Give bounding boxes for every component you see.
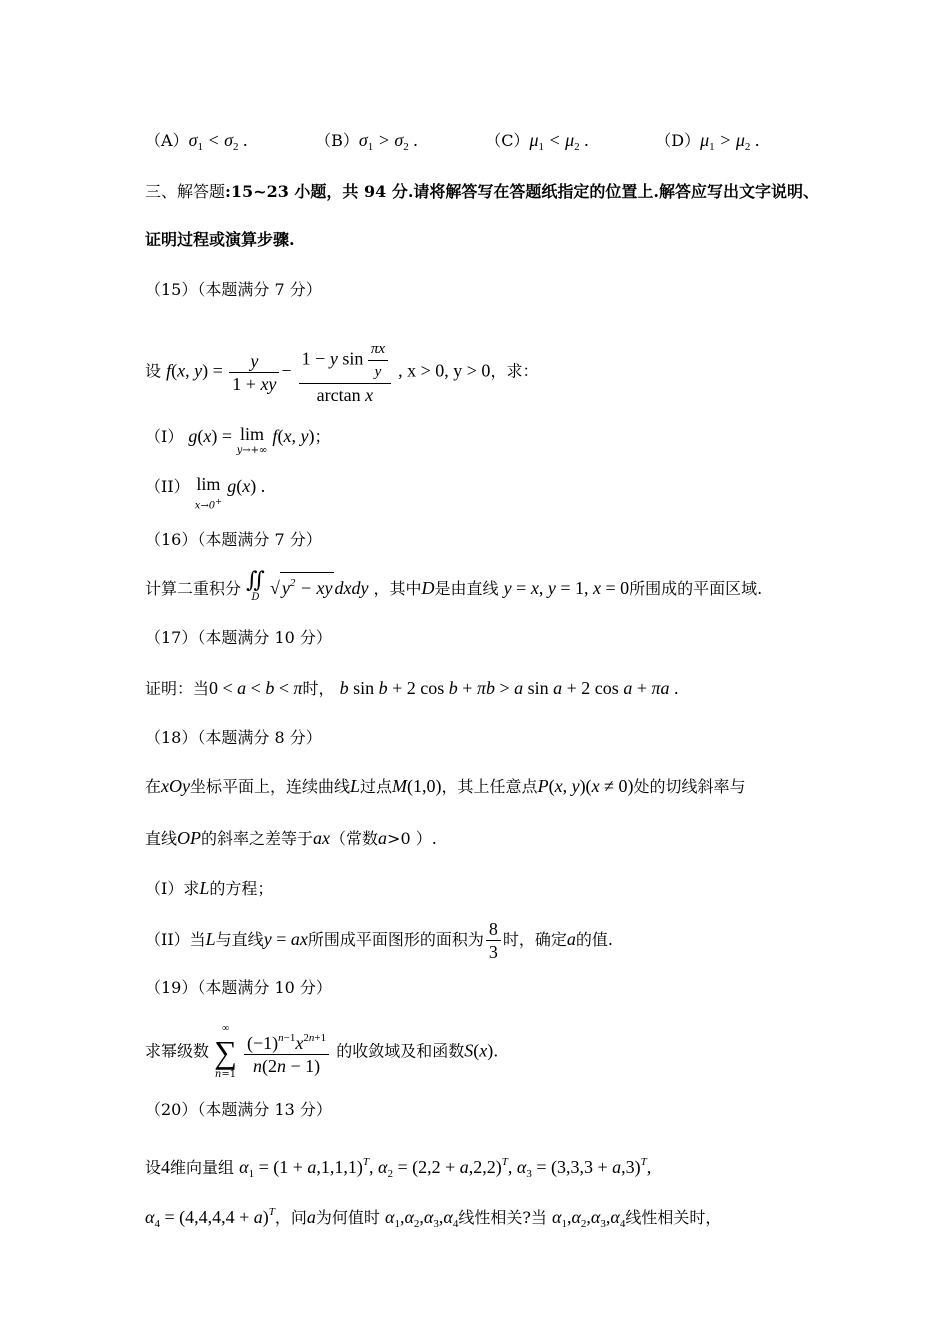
q18-line1: 在xOy坐标平面上，连续曲线L过点M(1,0)，其上任意点P(x, y)(x ≠ 0)处的切线斜率与 <box>145 776 746 796</box>
q18-line2: 直线OP的斜率之差等于ax（常数a>0 ）. <box>145 828 437 848</box>
section-header-line2: 证明过程或演算步骤. <box>145 230 295 249</box>
q20-line2: $\alpha_4 = (4,4,4,4 + a)^T$，问a为何值时 $\alpha_1,\alpha_2,\alpha_3,\alpha_4$线性相关?当 $\alpha_1,\alpha_2,\alpha_3,\alpha_4$线性相关时， <box>145 1206 722 1230</box>
section-header: 三、解答题:15~23 小题，共 94 分.请将解答写在答题纸指定的位置上.解答应写出文字说明、 <box>145 182 819 201</box>
q17-statement: 证明：当0 < a < b < π时， b sin b + 2 cos b + πb > a sin a + 2 cos a + πa . <box>145 678 679 698</box>
q16-statement: 计算二重积分 ∬ D √ $y^2$ − xy dxdy ，其中D是由直线 y = x, y = 1, x = 0所围成的平面区域. <box>145 567 763 603</box>
choice-c: $(C)\mu_1 < \mu_2$ . <box>485 130 589 153</box>
q15-header: （15）（本题满分 7 分） <box>145 280 322 299</box>
q18-header: （18）（本题满分 8 分） <box>145 728 322 747</box>
q19-header: （19）（本题满分 10 分） <box>145 978 332 997</box>
q18-part2: （II）当L与直线y = ax所围成平面图形的面积为 $\frac{8}{3}$ 时，确定a的值. <box>145 919 613 962</box>
q16-header: （16）（本题满分 7 分） <box>145 530 322 549</box>
q19-statement: 求幂级数 ∞ ∑ n=1 $\frac{(-1)^{n-1}x^{2n+1}}{n(2n - 1)}$ 的收敛域及和函数S(x). <box>145 1023 499 1080</box>
choice-a: $(A)\sigma_1 < \sigma_2$ . <box>145 130 248 153</box>
q15-part1: （I） g(x) = lim y→+∞ f(x, y)； <box>145 424 331 456</box>
q20-header: （20）（本题满分 13 分） <box>145 1100 332 1119</box>
q20-line1: 设4维向量组 $\alpha_1 = (1 + a,1,1,1)^T$, $\alpha_2 = (2,2 + a,2,2)^T$, $\alpha_3 = (3,3,3 + a,3)^T$, <box>145 1156 652 1180</box>
q17-header: （17）（本题满分 10 分） <box>145 628 332 647</box>
q15-fraction-2: 1 − y sin $\frac{\pi x}{y}$ arctan x <box>299 338 391 406</box>
choice-d: $(D)\mu_1 > \mu_2$ . <box>655 130 760 153</box>
q15-statement: 设 f(x, y) = $\frac{y}{1 + xy}$ − 1 − y sin $\frac{\pi x}{y}$ arctan x , x > 0, y > 0，求： <box>145 338 538 406</box>
q15-fraction-1: $\frac{y}{1 + xy}$ <box>229 350 279 395</box>
q18-part1: （I）求L的方程； <box>145 878 274 898</box>
choice-b: $(B)\sigma_1 > \sigma_2$ . <box>315 130 418 153</box>
choices-row <box>145 130 820 157</box>
q15-part2: （II） lim x→0+ g(x) . <box>145 474 266 512</box>
